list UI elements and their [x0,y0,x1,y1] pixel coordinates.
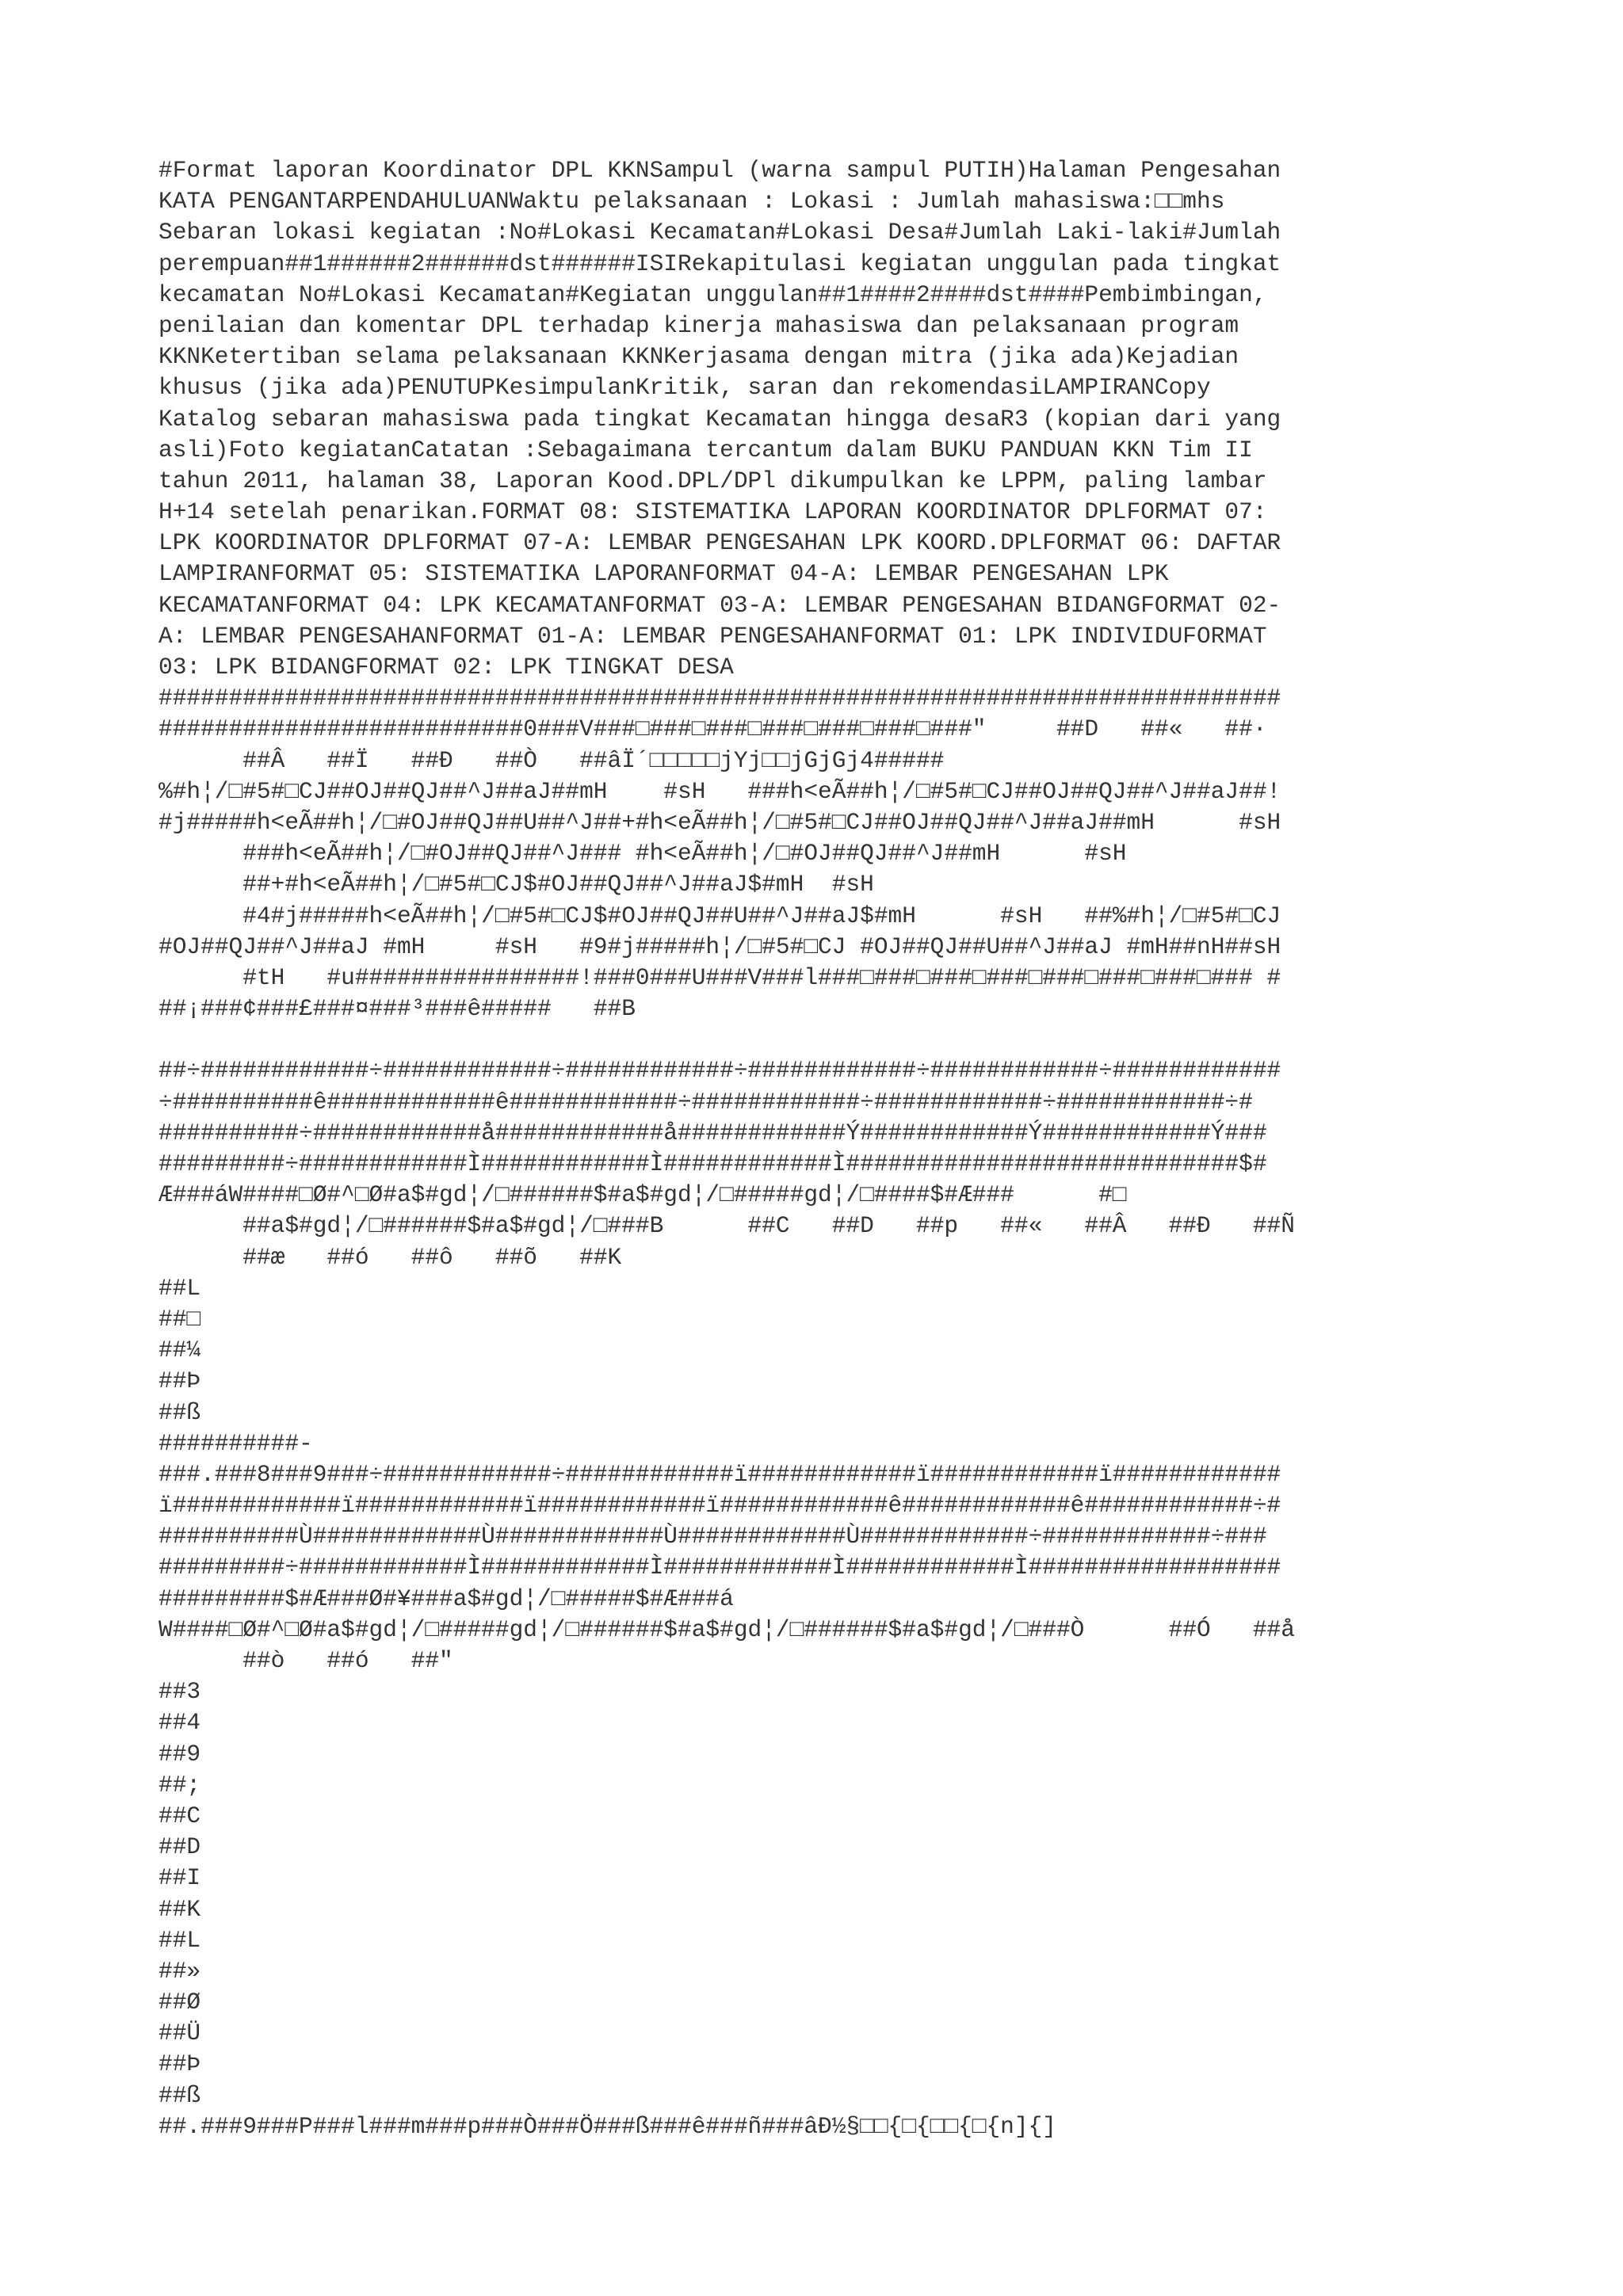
text-line: ##3 [158,1678,201,1706]
text-line: Æ###áW####□Ø#^□Ø#a$#gd¦/□######$#a$#gd¦/□#####gd¦/□####$#Æ### #□ [158,1181,1127,1209]
text-line: Katalog sebaran mahasiswa pada tingkat Kecamatan hingga desaR3 (kopian dari yang [158,405,1281,433]
text-line: ##¼ [158,1337,201,1364]
text-line: KECAMATANFORMAT 04: LPK KECAMATANFORMAT 03-A: LEMBAR PENGESAHAN BIDANGFORMAT 02- [158,591,1281,619]
text-line: ##D [158,1833,201,1861]
text-line: #Format laporan Koordinator DPL KKNSampul (warna sampul PUTIH)Halaman Pengesahan [158,157,1281,184]
text-line: asli)Foto kegiatanCatatan :Sebagaimana tercantum dalam BUKU PANDUAN KKN Tim II [158,436,1253,463]
document-text [158,155,1474,2142]
text-line: ##» [158,1957,201,1985]
text-line: ##9 [158,1740,201,1768]
text-line: ï############ï############ï############ï############ê############ê############÷# [158,1492,1281,1520]
text-line: ##Þ [158,2050,201,2078]
text-line: KKNKetertiban selama pelaksanaan KKNKerjasama dengan mitra (jika ada)Kejadian [158,343,1239,371]
text-line: LPK KOORDINATOR DPLFORMAT 07-A: LEMBAR PENGESAHAN LPK KOORD.DPLFORMAT 06: DAFTAR [158,529,1281,557]
text-line: %#h¦/□#5#□CJ##OJ##QJ##^J##aJ##mH #sH ###h<eÃ##h¦/□#5#□CJ##OJ##QJ##^J##aJ##! [158,777,1281,805]
text-line: ##ò ##ó ##" [158,1647,453,1674]
text-line: A: LEMBAR PENGESAHANFORMAT 01-A: LEMBAR PENGESAHANFORMAT 01: LPK INDIVIDUFORMAT [158,622,1267,650]
text-line: ##æ ##ó ##ô ##õ ##K [158,1243,622,1271]
text-line: #OJ##QJ##^J##aJ #mH #sH #9#j#####h¦/□#5#□CJ #OJ##QJ##U##^J##aJ #mH##nH##sH [158,933,1281,960]
text-line: #tH #u################!###0###U###V###l###□###□###□###□###□###□###□### # [158,963,1281,991]
text-line: perempuan##1######2######dst######ISIRekapitulasi kegiatan unggulan pada tingkat [158,250,1281,277]
text-line: ###h<eÃ##h¦/□#OJ##QJ##^J### #h<eÃ##h¦/□#OJ##QJ##^J##mH #sH [158,840,1127,868]
text-line: ##C [158,1802,201,1829]
text-line: ##L [158,1926,201,1954]
text-line: ##; [158,1771,201,1798]
text-line: W####□Ø#^□Ø#a$#gd¦/□#####gd¦/□######$#a$#gd¦/□######$#a$#gd¦/□###Ò ##Ó ##å [158,1615,1295,1643]
text-line: KATA PENGANTARPENDAHULUANWaktu pelaksanaan : Lokasi : Jumlah mahasiswa:□□mhs [158,188,1225,215]
text-line: Sebaran lokasi kegiatan :No#Lokasi Kecamatan#Lokasi Desa#Jumlah Laki-laki#Jumlah [158,219,1281,246]
text-line: ##Ü [158,2019,201,2047]
text-line: khusus (jika ada)PENUTUPKesimpulanKritik, saran dan rekomendasiLAMPIRANCopy [158,374,1211,402]
text-line: ##÷############÷############÷############÷############÷############÷############ [158,1057,1281,1085]
text-line [158,1024,1474,1055]
text-line: ÷##########ê############ê############÷############÷############÷############÷# [158,1088,1253,1116]
text-line: tahun 2011, halaman 38, Laporan Kood.DPL/DPl dikumpulkan ke LPPM, paling lambar [158,467,1267,494]
text-line: #4#j#####h<eÃ##h¦/□#5#□CJ$#OJ##QJ##U##^J##aJ$#mH #sH ##%#h¦/□#5#□CJ [158,902,1281,929]
text-line: ##K [158,1895,201,1923]
text-line: ################################################################################ [158,685,1281,712]
text-line: ##4 [158,1709,201,1737]
text-line: #########÷############Ì############Ì############Ì############################$# [158,1150,1267,1177]
text-line: LAMPIRANFORMAT 05: SISTEMATIKA LAPORANFORMAT 04-A: LEMBAR PENGESAHAN LPK [158,560,1169,588]
text-line: #j#####h<eÃ##h¦/□#OJ##QJ##U##^J##+#h<eÃ##h¦/□#5#□CJ##OJ##QJ##^J##aJ##mH #sH [158,808,1281,836]
text-line: ##+#h<eÃ##h¦/□#5#□CJ$#OJ##QJ##^J##aJ$#mH #sH [158,871,874,898]
text-line: ##########- [158,1429,313,1457]
text-line: ##Þ [158,1367,201,1395]
text-line: kecamatan No#Lokasi Kecamatan#Kegiatan unggulan##1####2####dst####Pembimbingan, [158,280,1267,308]
text-line: ##########÷############å############å############Ý############Ý############Ý### [158,1119,1267,1146]
text-line: ##.###9###P###l###m###p###Ò###Ö###ß###ê###ñ###âÐ½§□□{□{□□{□{n]{] [158,2112,1056,2140]
text-line: penilaian dan komentar DPL terhadap kinerja mahasiswa dan pelaksanaan program [158,311,1239,339]
text-line: ##I [158,1864,201,1892]
text-line: ##L [158,1274,201,1302]
text-line: #########÷############Ì############Ì############Ì############Ì################## [158,1554,1281,1581]
text-line: ##¡###¢###£###¤###³###ê##### ##B [158,995,636,1023]
text-line: ##a$#gd¦/□######$#a$#gd¦/□###B ##C ##D ##p ##« ##Â ##Ð ##Ñ [158,1212,1295,1240]
text-line: ##□ [158,1305,201,1333]
text-line: H+14 setelah penarikan.FORMAT 08: SISTEMATIKA LAPORAN KOORDINATOR DPLFORMAT 07: [158,498,1267,526]
text-line: ##ß [158,2081,201,2109]
text-line: ##Â ##Ï ##Ð ##Ò ##âÏ´□□□□□jYj□□jGjGj4##### [158,746,945,774]
text-line: #########$#Æ###Ø#¥###a$#gd¦/□#####$#Æ###á [158,1585,734,1612]
text-line: 03: LPK BIDANGFORMAT 02: LPK TINGKAT DESA [158,654,734,681]
text-line: ##########################0###V###□###□###□###□###□###□###" ##D ##« ##· [158,715,1267,743]
text-line: ##ß [158,1398,201,1426]
text-line: ##########Ù############Ù############Ù############Ù############÷############÷### [158,1523,1267,1550]
text-line: ###.###8###9###÷############÷############ï############ï############ï############ [158,1460,1281,1488]
text-line: ##Ø [158,1989,201,2016]
